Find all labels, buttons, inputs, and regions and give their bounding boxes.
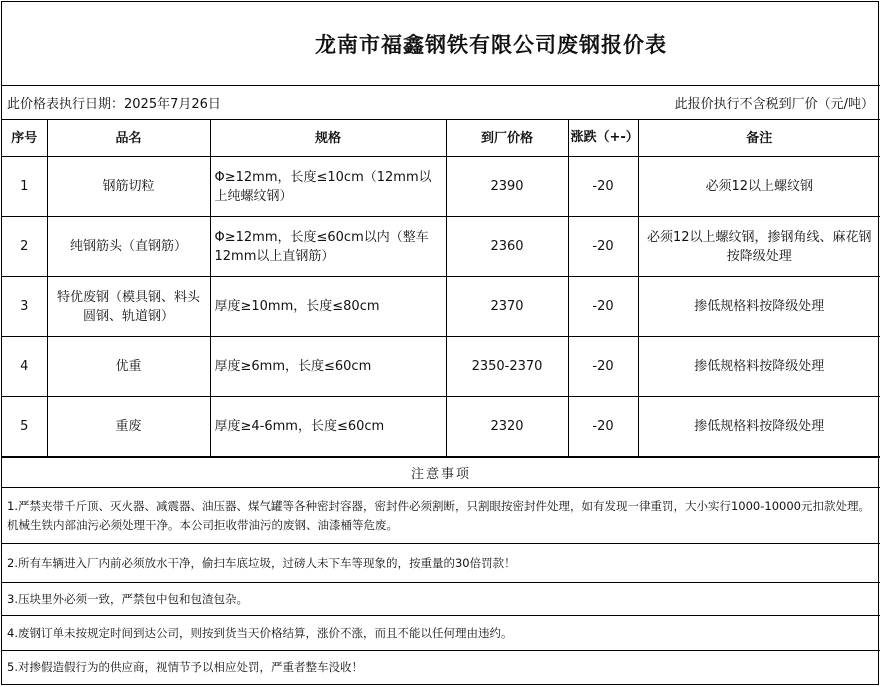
row-spec: 厚度≥10mm，长度≤80cm <box>210 277 446 337</box>
row-no: 4 <box>2 337 47 397</box>
row-remark: 掺低规格料按降级处理 <box>638 397 880 457</box>
row-no: 3 <box>2 277 47 337</box>
row-no: 5 <box>2 397 47 457</box>
row-spec: Φ≥12mm，长度≤60cm以内（整车12mm以上直钢筋） <box>210 217 446 277</box>
row-change: -20 <box>568 217 638 277</box>
row-change: -20 <box>568 157 638 217</box>
note-item: 3.压块里外必须一致，严禁包中包和包渣包杂。 <box>2 583 880 616</box>
meta-row <box>2 86 880 120</box>
header-spec: 规格 <box>210 120 446 157</box>
table-row <box>2 277 880 337</box>
effective-date: 此价格表执行日期：2025年7月26日 <box>7 97 221 112</box>
row-name: 钢筋切粒 <box>47 157 210 217</box>
table-row <box>2 157 880 217</box>
row-spec: 厚度≥6mm，长度≤60cm <box>210 337 446 397</box>
row-name: 重废 <box>47 397 210 457</box>
row-spec: 厚度≥4-6mm，长度≤60cm <box>210 397 446 457</box>
header-no: 序号 <box>2 120 47 157</box>
row-price: 2390 <box>446 157 568 217</box>
row-price: 2370 <box>446 277 568 337</box>
header-name: 品名 <box>47 120 210 157</box>
row-remark: 掺低规格料按降级处理 <box>638 277 880 337</box>
row-remark: 必须12以上螺纹钢 <box>638 157 880 217</box>
row-spec: Φ≥12mm，长度≤10cm（12mm以上纯螺纹钢） <box>210 157 446 217</box>
price-table <box>2 120 880 457</box>
row-remark: 必须12以上螺纹钢，掺钢角线、麻花钢按降级处理 <box>638 217 880 277</box>
row-no: 2 <box>2 217 47 277</box>
sheet-title <box>2 2 880 86</box>
row-change: -20 <box>568 277 638 337</box>
table-row <box>2 337 880 397</box>
row-change: -20 <box>568 397 638 457</box>
table-row <box>2 217 880 277</box>
table-header-row <box>2 120 880 157</box>
notes-title: 注意事项 <box>2 457 880 488</box>
row-remark: 掺低规格料按降级处理 <box>638 337 880 397</box>
row-name: 纯钢筋头（直钢筋） <box>47 217 210 277</box>
header-price: 到厂价格 <box>446 120 568 157</box>
header-remark: 备注 <box>638 120 880 157</box>
note-item: 1.严禁夹带千斤顶、灭火器、减震器、油压器、煤气罐等各种密封容器，密封件必须割断，只割眼按密封件处理，如有发现一律重罚，大小实行1000-10000元扣款处理。机械生铁内部油污必须处理干净。本公司拒收带油污的废钢、油漆桶等危废。 <box>2 488 880 544</box>
row-name: 特优废钢（模具钢、料头圆钢、轨道钢） <box>47 277 210 337</box>
row-no: 1 <box>2 157 47 217</box>
row-price: 2360 <box>446 217 568 277</box>
row-price: 2350-2370 <box>446 337 568 397</box>
tax-note: 此报价执行不含税到厂价（元/吨） <box>674 97 874 112</box>
title-text: 龙南市福鑫钢铁有限公司废钢报价表 <box>315 32 667 57</box>
note-item: 5.对掺假造假行为的供应商，视情节予以相应处罚，严重者整车没收！ <box>7 660 363 674</box>
price-sheet <box>1 1 879 685</box>
row-change: -20 <box>568 337 638 397</box>
note-item: 2.所有车辆进入厂内前必须放水干净，偷扫车底垃圾，过磅人未下车等现象的，按重量的30倍罚款！ <box>2 544 880 583</box>
header-change: 涨跌（+-） <box>568 120 638 157</box>
row-name: 优重 <box>47 337 210 397</box>
note-item: 4.废钢订单未按规定时间到达公司，则按到货当天价格结算，涨价不涨，而且不能以任何理由违约。 <box>2 616 880 651</box>
row-price: 2320 <box>446 397 568 457</box>
table-row <box>2 397 880 457</box>
